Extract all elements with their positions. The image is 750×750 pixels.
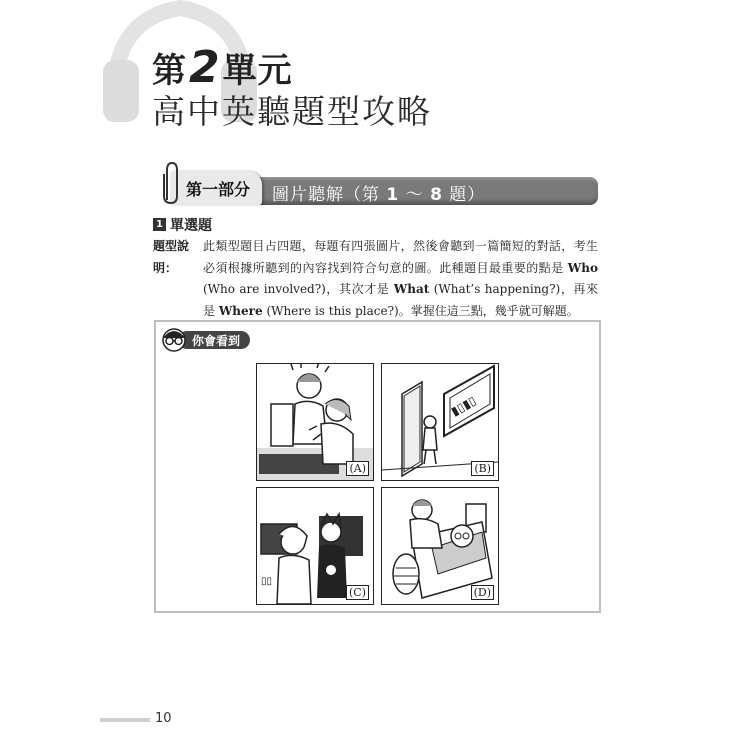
description-text-1: 此類型題目占四題，每題有四張圖片，然後會聽到一篇簡短的對話，考生必須根據所聽到的內容找到符合句意的圖。此種題目最重要的點是 <box>203 239 598 275</box>
keyword-who: Who <box>567 260 598 275</box>
keyword-what: What <box>393 282 430 296</box>
section-title-to: 8 <box>430 185 443 205</box>
subsection-title: 單選題 <box>170 218 212 234</box>
panel-label: (B) <box>471 461 494 476</box>
page-number: 10 <box>155 711 172 726</box>
picture-panel-b <box>381 363 499 481</box>
keyword-where: Where <box>218 303 263 318</box>
paperclip-icon <box>161 160 181 206</box>
unit-prefix: 第 <box>152 51 187 91</box>
section-title <box>272 180 485 205</box>
description-text-4: (Where is this place?)。掌握住這三點，幾乎就可解題。 <box>262 303 579 318</box>
picture-panel-d <box>381 487 499 605</box>
panel-label: (D) <box>471 585 494 600</box>
section-tag-label: 第一部分 <box>186 180 251 199</box>
description-text-2: (Who are involved?)，其次才是 <box>203 282 394 296</box>
section-title-suffix: 題） <box>442 185 486 205</box>
description-body <box>203 236 598 322</box>
picture-panel-a <box>256 363 374 481</box>
section-title-from: 1 <box>386 185 400 205</box>
svg-text:▯▯: ▯▯ <box>261 576 273 587</box>
section-title-prefix: 圖片聽解（第 <box>272 185 387 205</box>
footer-bar <box>100 718 150 722</box>
section-tag <box>170 171 262 205</box>
picture-box <box>154 320 601 613</box>
description-label: 題型說明： <box>153 239 190 275</box>
picture-panel-c <box>256 487 374 605</box>
unit-suffix: 單元 <box>222 51 293 91</box>
glasses-face-icon <box>160 326 188 352</box>
panel-label: (C) <box>346 585 369 600</box>
panel-label: (A) <box>346 461 369 476</box>
subsection-number: 1 <box>153 218 166 231</box>
you-will-see-label: 你會看到 <box>192 334 241 348</box>
unit-number: 2 <box>189 42 221 93</box>
description-text-3: (What’s happening?)，再來是 <box>203 282 598 318</box>
section-title-sep: ～ <box>399 185 431 205</box>
chapter-title: 高中英聽題型攻略 <box>152 92 432 131</box>
svg-text:▮▯▮▯: ▮▯▮▯ <box>448 393 479 419</box>
question-description <box>153 236 598 322</box>
